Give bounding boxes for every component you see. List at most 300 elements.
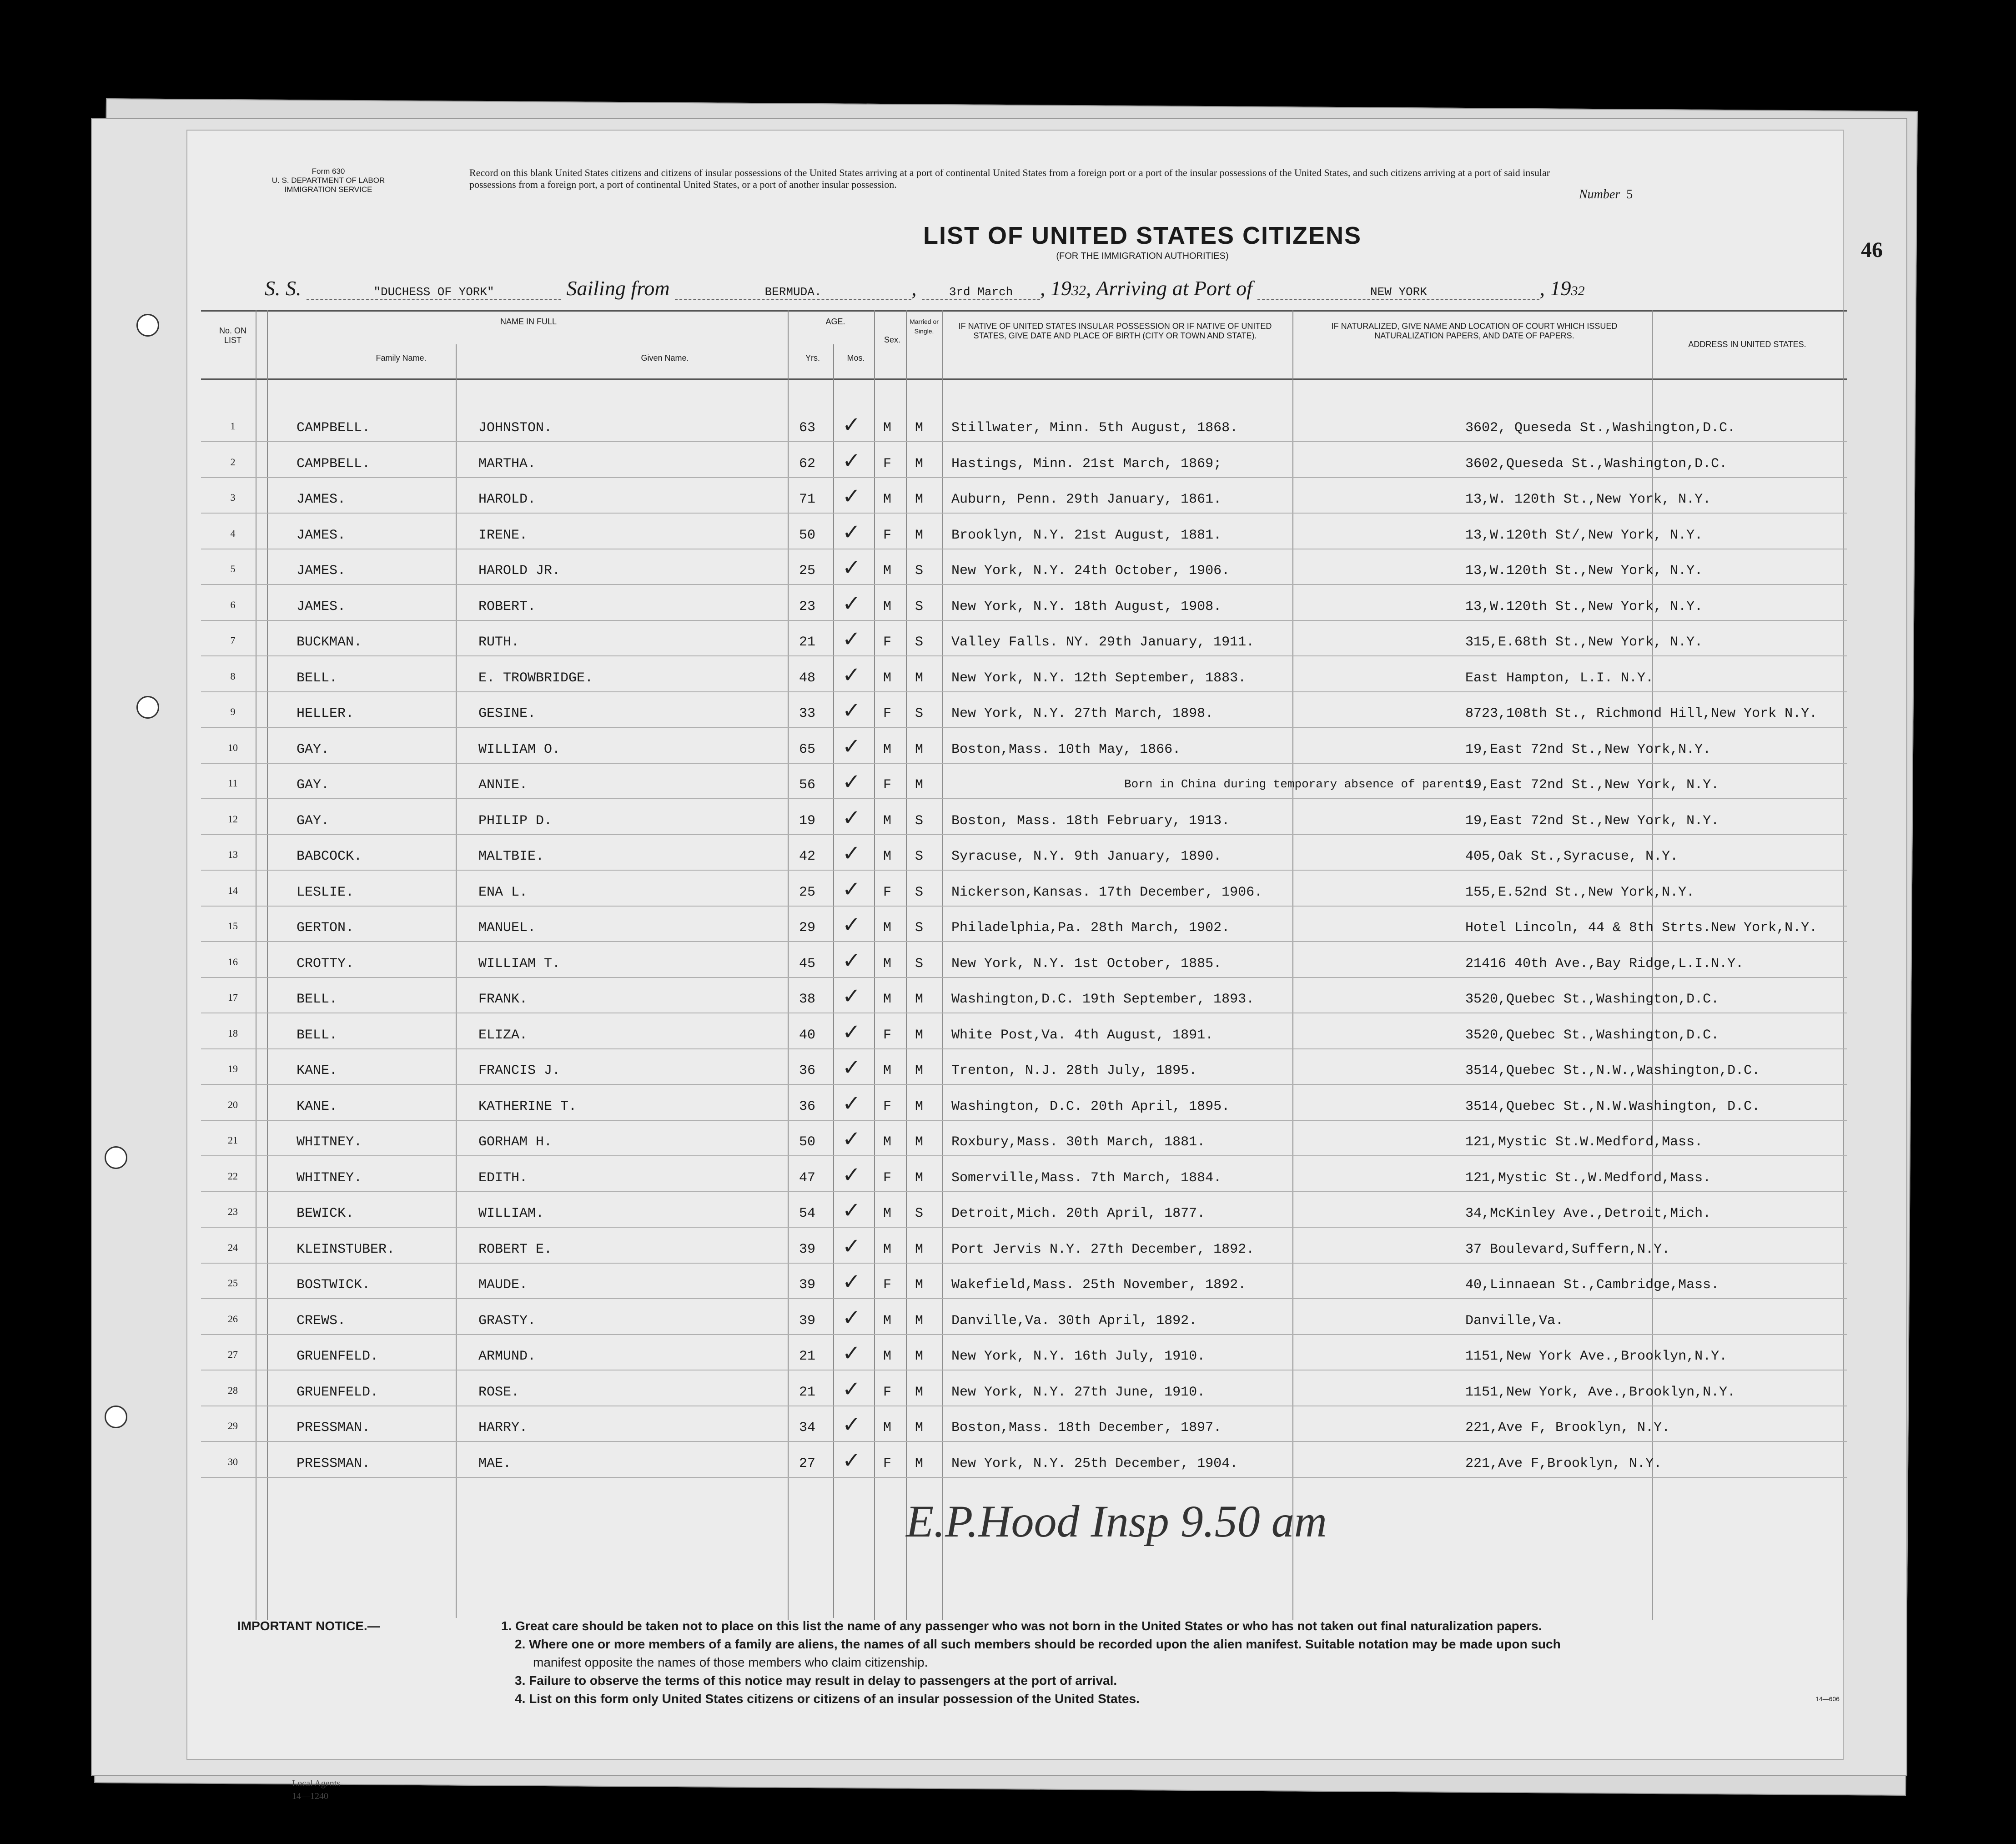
given-name: HAROLD JR. <box>478 563 561 579</box>
birth-place-date: Roxbury,Mass. 30th March, 1881. <box>951 1134 1206 1150</box>
us-address: Danville,Va. <box>1465 1313 1564 1329</box>
us-address: 13,W. 120th St.,New York, N.Y. <box>1465 492 1711 507</box>
family-name: JAMES. <box>297 492 346 507</box>
header-yrs: Yrs. <box>805 353 820 363</box>
table-row <box>187 1236 1825 1273</box>
header-bottom-rule <box>201 378 1847 380</box>
given-name: HAROLD. <box>478 492 536 507</box>
row-number: 4 <box>230 528 236 539</box>
birth-place-date: Danville,Va. 30th April, 1892. <box>951 1313 1197 1329</box>
marital-status: M <box>915 456 924 472</box>
marital-status: M <box>915 777 924 793</box>
age-years: 38 <box>799 992 816 1007</box>
header-name-in-full: NAME IN FULL <box>500 317 557 326</box>
given-name: ROSE. <box>478 1385 520 1400</box>
notice-item: 2. Where one or more members of a family are aliens, the names of all such members should be recorded upon the alien manifest. Suitable notation may be made upon such <box>515 1637 1561 1651</box>
table-row <box>187 1376 1825 1416</box>
marital-status: M <box>915 1420 924 1436</box>
row-number: 24 <box>228 1242 238 1253</box>
family-name: GAY. <box>297 777 330 793</box>
table-row <box>187 1269 1825 1308</box>
table-row <box>187 1340 1825 1380</box>
marital-status: S <box>915 956 924 972</box>
sex: M <box>883 1349 892 1364</box>
age-years: 34 <box>799 1420 816 1436</box>
sex: M <box>883 849 892 864</box>
birth-place-date: New York, N.Y. 24th October, 1906. <box>951 563 1230 579</box>
age-years: 50 <box>799 528 816 543</box>
row-number: 17 <box>228 992 238 1003</box>
birth-place-date: New York, N.Y. 1st October, 1885. <box>951 956 1222 972</box>
binder-hole <box>136 314 159 337</box>
us-address: East Hampton, L.I. N.Y. <box>1465 670 1654 686</box>
given-name: ELIZA. <box>478 1028 528 1043</box>
row-number: 18 <box>228 1028 238 1039</box>
us-address: 8723,108th St., Richmond Hill,New York N.Y. <box>1465 706 1818 721</box>
given-name: WILLIAM O. <box>478 742 561 757</box>
sex: M <box>883 563 892 579</box>
us-address: 37 Boulevard,Suffern,N.Y. <box>1465 1242 1670 1257</box>
marital-status: M <box>915 992 924 1007</box>
row-number: 9 <box>230 706 236 717</box>
manifest-page <box>186 130 1883 1801</box>
notice-item: 1. Great care should be taken not to place on this list the name of any passenger who was not born in the United States or who has not taken out final naturalization papers. <box>501 1619 1542 1633</box>
table-row <box>187 486 1825 523</box>
binder-hole <box>105 1406 127 1428</box>
given-name: MARTHA. <box>478 456 536 472</box>
table-row <box>187 805 1825 844</box>
given-name: HARRY. <box>478 1420 528 1436</box>
sex: F <box>883 1099 892 1114</box>
year-prefix: 19 <box>1051 277 1072 300</box>
age-years: 39 <box>799 1242 816 1257</box>
check-mark-icon: ✓ <box>842 1019 861 1045</box>
age-years: 71 <box>799 492 816 507</box>
us-address: 3520,Quebec St.,Washington,D.C. <box>1465 992 1719 1007</box>
row-number: 13 <box>228 849 238 860</box>
birth-place-date: Stillwater, Minn. 5th August, 1868. <box>951 420 1238 436</box>
footer-code: 14—606 <box>1815 1695 1840 1703</box>
marital-status: S <box>915 599 924 615</box>
row-number: 25 <box>228 1277 238 1289</box>
family-name: BELL. <box>297 992 338 1007</box>
age-years: 50 <box>799 1134 816 1150</box>
header-birth: IF NATIVE OF UNITED STATES INSULAR POSSESSION OR IF NATIVE OF UNITED STATES, GIVE DATE AND PLACE OF BIRTH (CITY OR TOWN AND STATE). <box>958 322 1272 340</box>
given-name: MALTBIE. <box>478 849 544 864</box>
check-mark-icon: ✓ <box>842 555 861 580</box>
check-mark-icon: ✓ <box>842 484 861 509</box>
sex: F <box>883 706 892 721</box>
header-age: AGE. <box>825 317 845 326</box>
row-number: 21 <box>228 1134 238 1146</box>
birth-place-date: Boston,Mass. 18th December, 1897. <box>951 1420 1222 1436</box>
table-row <box>187 879 1825 916</box>
department: U. S. DEPARTMENT OF LABOR <box>271 176 385 185</box>
birth-place-date: New York, N.Y. 18th August, 1908. <box>951 599 1222 615</box>
check-mark-icon: ✓ <box>842 841 861 866</box>
marital-status: S <box>915 635 924 650</box>
check-mark-icon: ✓ <box>842 1305 861 1330</box>
sex: F <box>883 1028 892 1043</box>
check-mark-icon: ✓ <box>842 1126 861 1152</box>
given-name: GRASTY. <box>478 1313 536 1329</box>
table-row <box>187 1448 1825 1487</box>
given-name: GESINE. <box>478 706 536 721</box>
family-name: GERTON. <box>297 920 354 936</box>
us-address: 1151,New York Ave.,Brooklyn,N.Y. <box>1465 1349 1728 1364</box>
family-name: JAMES. <box>297 528 346 543</box>
marital-status: S <box>915 706 924 721</box>
sex: F <box>883 635 892 650</box>
notice-item: manifest opposite the names of those members who claim citizenship. <box>533 1655 928 1669</box>
table-row <box>187 519 1825 559</box>
age-years: 42 <box>799 849 816 864</box>
local-agents-stamp <box>292 1777 340 1803</box>
check-mark-icon: ✓ <box>842 983 861 1009</box>
marital-status: M <box>915 528 924 543</box>
family-name: LESLIE. <box>297 885 354 900</box>
given-name: WILLIAM. <box>478 1206 544 1221</box>
birth-place-date: Boston, Mass. 18th February, 1913. <box>951 813 1230 829</box>
age-years: 36 <box>799 1063 816 1078</box>
marital-status: M <box>915 742 924 757</box>
marital-status: S <box>915 563 924 579</box>
marital-status: M <box>915 1170 924 1186</box>
birth-place-date: Boston,Mass. 10th May, 1866. <box>951 742 1181 757</box>
family-name: JAMES. <box>297 599 346 615</box>
age-years: 45 <box>799 956 816 972</box>
us-address: 13,W.120th St.,New York, N.Y. <box>1465 599 1703 615</box>
birth-place-date: Washington, D.C. 20th April, 1895. <box>951 1099 1230 1114</box>
given-name: JOHNSTON. <box>478 420 553 436</box>
age-years: 21 <box>799 635 816 650</box>
given-name: PHILIP D. <box>478 813 553 829</box>
birth-place-date: Hastings, Minn. 21st March, 1869; <box>951 456 1222 472</box>
header-no-on-list: No. ON LIST <box>219 326 246 345</box>
row-number: 5 <box>230 563 236 574</box>
check-mark-icon: ✓ <box>842 662 861 688</box>
given-name: RUTH. <box>478 635 520 650</box>
row-number: 19 <box>228 1063 238 1074</box>
marital-status: S <box>915 813 924 829</box>
row-number: 8 <box>230 670 236 682</box>
table-row <box>187 1093 1825 1130</box>
us-address: 13,W.120th St.,New York, N.Y. <box>1465 563 1703 579</box>
voyage-line: S. S. "DUCHESS OF YORK" Sailing from BERMUDA. , 3rd March , 1932, Arriving at Port of NEW YORK , 1932 <box>265 277 1585 300</box>
number-field <box>1579 187 1633 202</box>
row-number: 20 <box>228 1099 238 1110</box>
marital-status: M <box>915 1134 924 1150</box>
given-name: MANUEL. <box>478 920 536 936</box>
family-name: CROTTY. <box>297 956 354 972</box>
given-name: ENA L. <box>478 885 528 900</box>
us-address: 3514,Quebec St.,N.W.,Washington,D.C. <box>1465 1063 1760 1078</box>
birth-place-date: Philadelphia,Pa. 28th March, 1902. <box>951 920 1230 936</box>
notice-item: 3. Failure to observe the terms of this notice may result in delay to passengers at the port of arrival. <box>515 1673 1117 1688</box>
given-name: E. TROWBRIDGE. <box>478 670 593 686</box>
check-mark-icon: ✓ <box>842 769 861 795</box>
table-row <box>187 1305 1825 1344</box>
family-name: KANE. <box>297 1099 338 1114</box>
row-number: 10 <box>228 742 238 753</box>
birth-place-date: Wakefield,Mass. 25th November, 1892. <box>951 1277 1247 1293</box>
check-mark-icon: ✓ <box>842 1055 861 1080</box>
number-value: 5 <box>1626 187 1633 202</box>
check-mark-icon: ✓ <box>842 412 861 438</box>
sex: M <box>883 742 892 757</box>
table-row <box>187 983 1825 1023</box>
number-label: Number <box>1579 187 1620 202</box>
sex: M <box>883 956 892 972</box>
row-number: 2 <box>230 456 236 468</box>
header-family-name: Family Name. <box>376 353 427 363</box>
sex: F <box>883 1456 892 1471</box>
given-name: WILLIAM T. <box>478 956 561 972</box>
us-address: 40,Linnaean St.,Cambridge,Mass. <box>1465 1277 1719 1293</box>
sex: M <box>883 1313 892 1329</box>
marital-status: M <box>915 1385 924 1400</box>
departure-port: BERMUDA. <box>675 285 911 300</box>
given-name: MAE. <box>478 1456 512 1471</box>
age-years: 25 <box>799 885 816 900</box>
us-address: 1151,New York, Ave.,Brooklyn,N.Y. <box>1465 1385 1736 1400</box>
header-naturalized: IF NATURALIZED, GIVE NAME AND LOCATION OF COURT WHICH ISSUED NATURALIZATION PAPERS, AND DATE OF PAPERS. <box>1331 322 1618 340</box>
table-row <box>187 769 1825 808</box>
header-married-single: Married or Single. <box>910 318 939 335</box>
birth-place-date: New York, N.Y. 27th June, 1910. <box>951 1385 1206 1400</box>
table-row <box>187 736 1825 773</box>
row-number: 29 <box>228 1420 238 1431</box>
form-header <box>242 167 415 194</box>
given-name: GORHAM H. <box>478 1134 553 1150</box>
table-row <box>187 700 1825 737</box>
header-mos: Mos. <box>847 353 865 363</box>
birth-place-date: Port Jervis N.Y. 27th December, 1892. <box>951 1242 1255 1257</box>
table-row <box>187 555 1825 594</box>
birth-place-date: Detroit,Mich. 20th April, 1877. <box>951 1206 1206 1221</box>
family-name: BELL. <box>297 670 338 686</box>
us-address: 21416 40th Ave.,Bay Ridge,L.I.N.Y. <box>1465 956 1744 972</box>
service: IMMIGRATION SERVICE <box>284 185 372 194</box>
family-name: BOSTWICK. <box>297 1277 371 1293</box>
birth-place-date: New York, N.Y. 27th March, 1898. <box>951 706 1214 721</box>
given-name: EDITH. <box>478 1170 528 1186</box>
check-mark-icon: ✓ <box>842 698 861 723</box>
check-mark-icon: ✓ <box>842 948 861 973</box>
given-name: ROBERT. <box>478 599 536 615</box>
us-address: 19,East 72nd St.,New York,N.Y. <box>1465 742 1711 757</box>
us-address: 155,E.52nd St.,New York,N.Y. <box>1465 885 1695 900</box>
sex: F <box>883 885 892 900</box>
row-number: 16 <box>228 956 238 967</box>
given-name: FRANK. <box>478 992 528 1007</box>
age-years: 21 <box>799 1349 816 1364</box>
check-mark-icon: ✓ <box>842 912 861 937</box>
age-years: 25 <box>799 563 816 579</box>
form-number: Form 630 <box>312 167 345 176</box>
sex: F <box>883 1277 892 1293</box>
age-years: 63 <box>799 420 816 436</box>
family-name: PRESSMAN. <box>297 1456 371 1471</box>
row-number: 6 <box>230 599 236 610</box>
check-mark-icon: ✓ <box>842 1234 861 1259</box>
family-name: GRUENFELD. <box>297 1349 379 1364</box>
birth-place-date: New York, N.Y. 25th December, 1904. <box>951 1456 1238 1471</box>
header-given-name: Given Name. <box>641 353 689 363</box>
family-name: GAY. <box>297 813 330 829</box>
ship-name: "DUCHESS OF YORK" <box>307 285 561 300</box>
sex: F <box>883 1170 892 1186</box>
check-mark-icon: ✓ <box>842 1091 861 1116</box>
birth-place-date: Nickerson,Kansas. 17th December, 1906. <box>951 885 1263 900</box>
us-address: 3602,Queseda St.,Washington,D.C. <box>1465 456 1728 472</box>
marital-status: M <box>915 1277 924 1293</box>
row-number: 23 <box>228 1206 238 1217</box>
age-years: 36 <box>799 1099 816 1114</box>
family-name: GRUENFELD. <box>297 1385 379 1400</box>
sailing-label: Sailing from <box>566 277 670 300</box>
age-years: 62 <box>799 456 816 472</box>
naturalization-note: Born in China during temporary absence of parents. <box>1124 777 1479 791</box>
sex: F <box>883 456 892 472</box>
departure-date: 3rd March <box>922 285 1040 300</box>
row-number: 28 <box>228 1385 238 1396</box>
check-mark-icon: ✓ <box>842 448 861 474</box>
table-row <box>187 448 1825 487</box>
birth-place-date: Valley Falls. NY. 29th January, 1911. <box>951 635 1255 650</box>
us-address: 19,East 72nd St.,New York, N.Y. <box>1465 813 1719 829</box>
age-years: 40 <box>799 1028 816 1043</box>
age-years: 65 <box>799 742 816 757</box>
given-name: ANNIE. <box>478 777 528 793</box>
us-address: 221,Ave F, Brooklyn, N.Y. <box>1465 1420 1670 1436</box>
marital-status: M <box>915 1063 924 1078</box>
birth-place-date: Washington,D.C. 19th September, 1893. <box>951 992 1255 1007</box>
year-handwritten: 32 <box>1071 282 1086 298</box>
inspector-signature: E.P.Hood Insp 9.50 am <box>906 1496 1327 1547</box>
row-number: 12 <box>228 813 238 825</box>
marital-status: M <box>915 420 924 436</box>
header-sex: Sex. <box>884 335 901 344</box>
age-years: 21 <box>799 1385 816 1400</box>
check-mark-icon: ✓ <box>842 1340 861 1366</box>
us-address: 121,Mystic St.,W.Medford,Mass. <box>1465 1170 1711 1186</box>
notice-heading: IMPORTANT NOTICE.— <box>237 1619 380 1633</box>
check-mark-icon: ✓ <box>842 1412 861 1437</box>
birth-place-date: Trenton, N.J. 28th July, 1895. <box>951 1063 1197 1078</box>
check-mark-icon: ✓ <box>842 877 861 902</box>
check-mark-icon: ✓ <box>842 1448 861 1473</box>
sex: M <box>883 1206 892 1221</box>
age-years: 48 <box>799 670 816 686</box>
age-years: 56 <box>799 777 816 793</box>
table-row <box>187 1055 1825 1094</box>
age-years: 33 <box>799 706 816 721</box>
table-row <box>187 843 1825 880</box>
marital-status: S <box>915 849 924 864</box>
us-address: 121,Mystic St.W.Medford,Mass. <box>1465 1134 1703 1150</box>
row-number: 30 <box>228 1456 238 1467</box>
local-agents-code: 14—1240 <box>292 1791 328 1801</box>
birth-place-date: New York, N.Y. 16th July, 1910. <box>951 1349 1206 1364</box>
us-address: 34,McKinley Ave.,Detroit,Mich. <box>1465 1206 1711 1221</box>
marital-status: S <box>915 920 924 936</box>
us-address: Hotel Lincoln, 44 & 8th Strts.New York,N.Y. <box>1465 920 1818 936</box>
sex: F <box>883 1385 892 1400</box>
table-row <box>187 948 1825 987</box>
sex: M <box>883 1420 892 1436</box>
birth-place-date: New York, N.Y. 12th September, 1883. <box>951 670 1247 686</box>
us-address: 3520,Quebec St.,Washington,D.C. <box>1465 1028 1719 1043</box>
sex: M <box>883 670 892 686</box>
family-name: JAMES. <box>297 563 346 579</box>
binder-hole <box>136 696 159 719</box>
age-years: 29 <box>799 920 816 936</box>
check-mark-icon: ✓ <box>842 591 861 616</box>
table-row <box>187 591 1825 630</box>
given-name: ROBERT E. <box>478 1242 553 1257</box>
us-address: 221,Ave F,Brooklyn, N.Y. <box>1465 1456 1662 1471</box>
binder-hole <box>105 1146 127 1169</box>
table-row <box>187 412 1825 451</box>
marital-status: M <box>915 492 924 507</box>
age-years: 23 <box>799 599 816 615</box>
sex: M <box>883 1242 892 1257</box>
age-years: 39 <box>799 1277 816 1293</box>
marital-status: M <box>915 670 924 686</box>
row-number: 14 <box>228 885 238 896</box>
family-name: BABCOCK. <box>297 849 362 864</box>
family-name: CAMPBELL. <box>297 420 371 436</box>
family-name: PRESSMAN. <box>297 1420 371 1436</box>
family-name: GAY. <box>297 742 330 757</box>
family-name: CAMPBELL. <box>297 456 371 472</box>
page-subtitle: (FOR THE IMMIGRATION AUTHORITIES) <box>1056 251 1229 261</box>
birth-place-date: Somerville,Mass. 7th March, 1884. <box>951 1170 1222 1186</box>
check-mark-icon: ✓ <box>842 734 861 759</box>
row-number: 15 <box>228 920 238 932</box>
sex: M <box>883 813 892 829</box>
row-number: 26 <box>228 1313 238 1325</box>
age-years: 54 <box>799 1206 816 1221</box>
page-number: 46 <box>1861 238 1883 262</box>
row-number: 3 <box>230 492 236 503</box>
us-address: 13,W.120th St/,New York, N.Y. <box>1465 528 1703 543</box>
family-name: KLEINSTUBER. <box>297 1242 395 1257</box>
row-number: 11 <box>228 777 238 789</box>
age-years: 39 <box>799 1313 816 1329</box>
marital-status: M <box>915 1456 924 1471</box>
family-name: CREWS. <box>297 1313 346 1329</box>
check-mark-icon: ✓ <box>842 1376 861 1402</box>
check-mark-icon: ✓ <box>842 519 861 545</box>
col-rule <box>1843 310 1844 1620</box>
family-name: BEWICK. <box>297 1206 354 1221</box>
marital-status: M <box>915 1099 924 1114</box>
table-row <box>187 662 1825 701</box>
sex: F <box>883 777 892 793</box>
sex: M <box>883 492 892 507</box>
local-agents-label: Local Agents <box>292 1779 341 1789</box>
table-row <box>187 1162 1825 1201</box>
ss-label: S. S. <box>265 277 302 300</box>
us-address: 315,E.68th St.,New York, N.Y. <box>1465 635 1703 650</box>
sex: M <box>883 1134 892 1150</box>
check-mark-icon: ✓ <box>842 1198 861 1223</box>
us-address: 3602, Queseda St.,Washington,D.C. <box>1465 420 1736 436</box>
check-mark-icon: ✓ <box>842 1162 861 1188</box>
table-row <box>187 912 1825 951</box>
